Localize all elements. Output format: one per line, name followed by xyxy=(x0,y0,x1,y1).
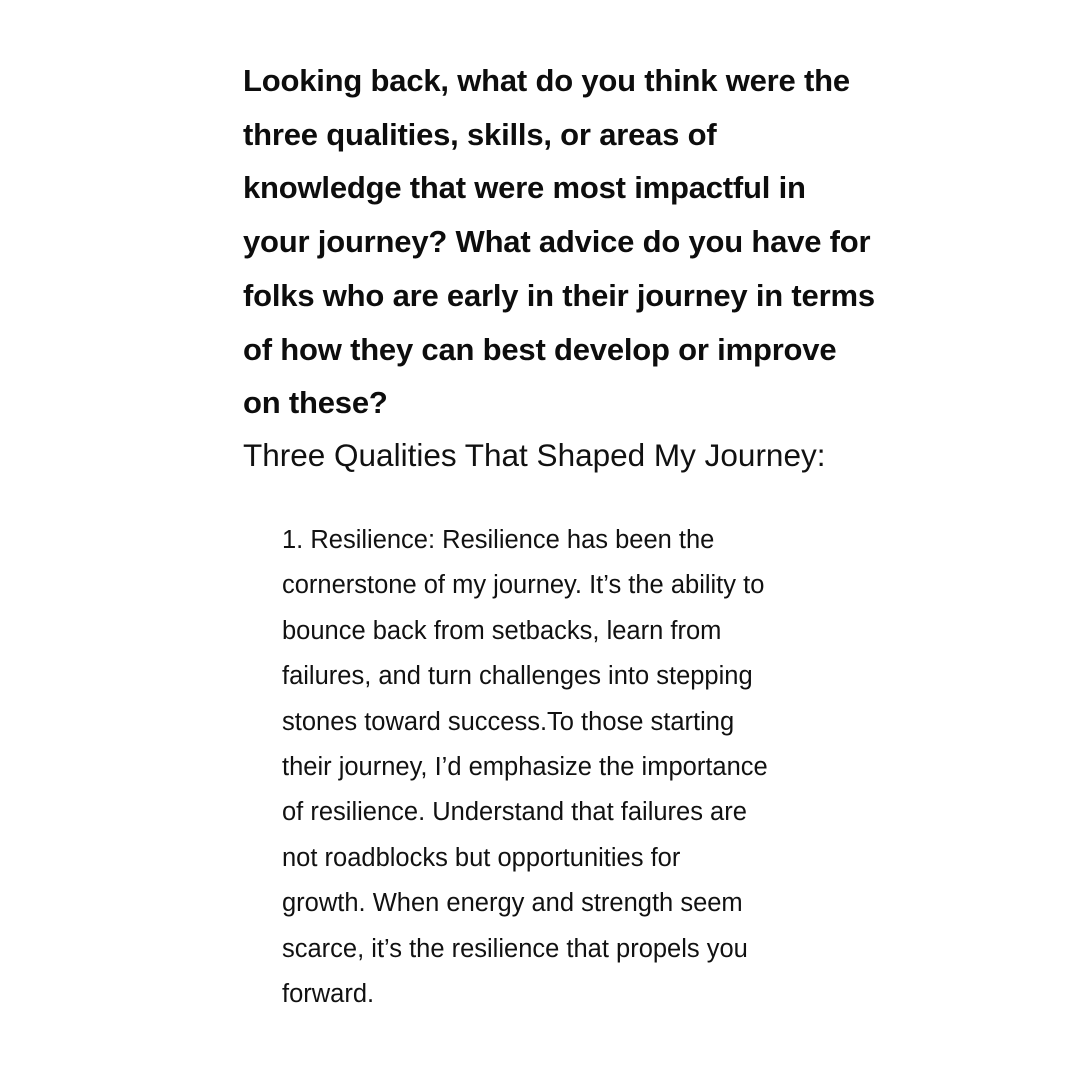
quality-line: forward. xyxy=(282,980,375,1009)
quality-line: growth. When energy and strength seem xyxy=(282,889,743,918)
question-line: on these? xyxy=(243,385,388,421)
quality-line: 1. Resilience: Resilience has been the xyxy=(282,526,715,554)
quality-line: of resilience. Understand that failures are xyxy=(282,798,747,827)
question-line: your journey? What advice do you have for xyxy=(243,224,871,260)
qualities-list xyxy=(282,518,862,1017)
question-line: Looking back, what do you think were the xyxy=(243,63,850,98)
quality-line: scarce, it’s the resilience that propels you xyxy=(282,934,748,963)
quality-line: their journey, I’d emphasize the importance xyxy=(282,753,768,782)
quality-line: failures, and turn challenges into stepping xyxy=(282,662,753,691)
question-line: three qualities, skills, or areas of xyxy=(243,116,717,152)
section-heading: Three Qualities That Shaped My Journey: xyxy=(243,437,826,473)
quality-line: cornerstone of my journey. It’s the ability to xyxy=(282,571,765,600)
question-line: of how they can best develop or improve xyxy=(243,331,837,367)
question-line: folks who are early in their journey in terms xyxy=(243,277,875,313)
quality-item-resilience xyxy=(282,518,862,1017)
question-line: knowledge that were most impactful in xyxy=(243,170,806,206)
quality-line: not roadblocks but opportunities for xyxy=(282,843,681,872)
question-heading xyxy=(243,54,923,430)
quality-line: bounce back from setbacks, learn from xyxy=(282,616,722,645)
quality-line: stones toward success.To those starting xyxy=(282,707,735,736)
